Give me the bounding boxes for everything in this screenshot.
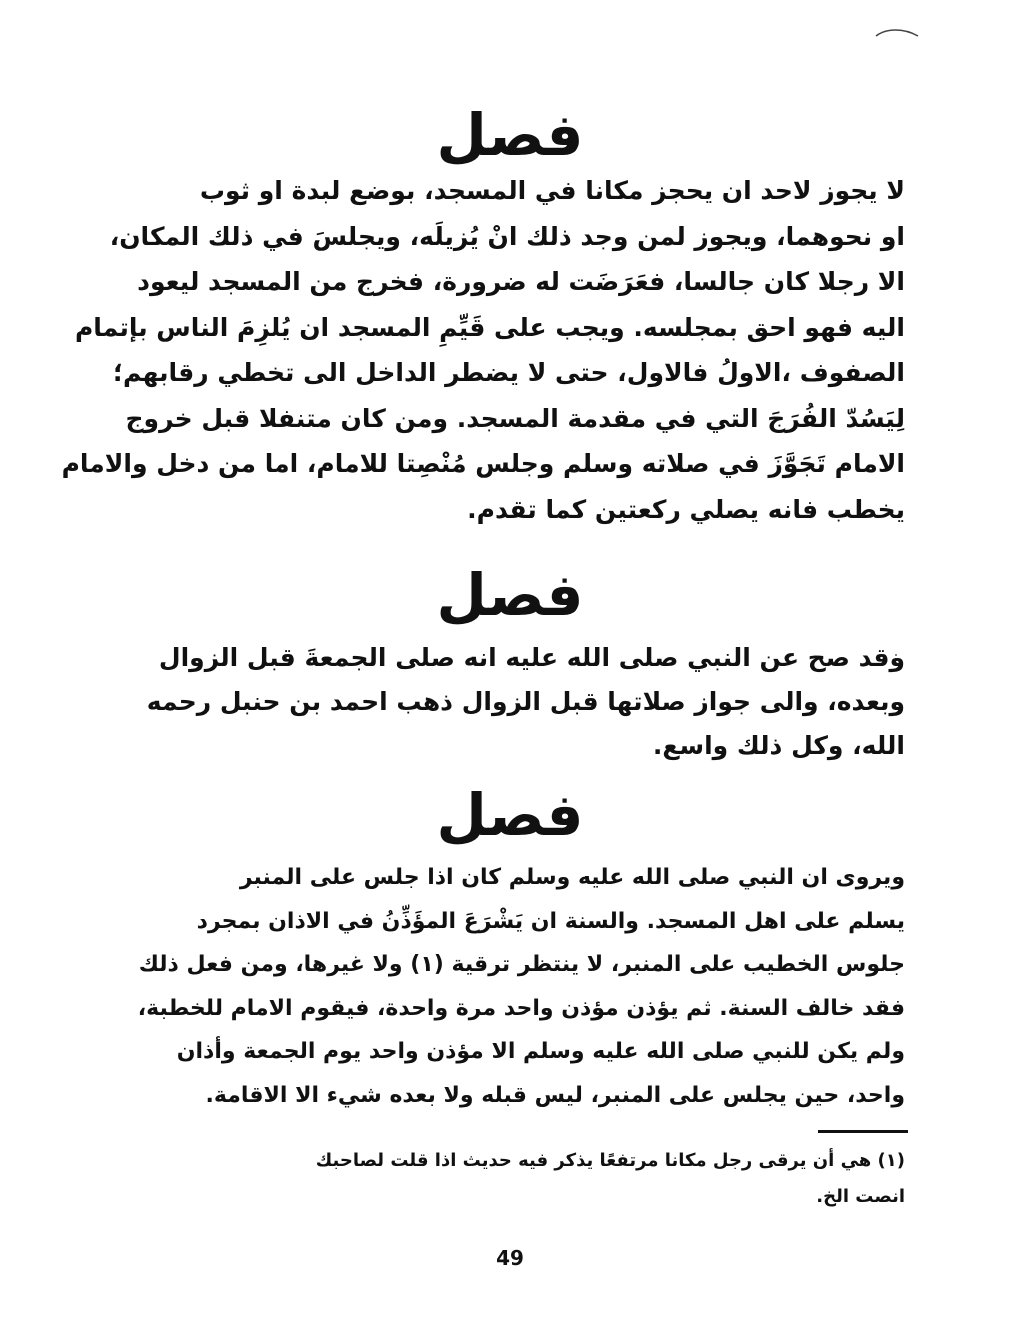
- paragraph-seat-reservation: [61, 168, 905, 532]
- section-heading-1: فصل: [436, 101, 584, 169]
- text-line: لا يجوز لاحد ان يحجز مكانا في المسجد، بوضع لبدة او ثوب: [199, 176, 905, 205]
- text-line: واحد، حين يجلس على المنبر، ليس قبله ولا بعده شيء الا الاقامة.: [205, 1082, 905, 1108]
- footnote-line: (١) هي أن يرقى رجل مكانا مرتفعًا يذكر فيه حديث اذا قلت لصاحبك: [315, 1150, 905, 1171]
- text-line: ولم يكن للنبي صلى الله عليه وسلم الا مؤذن واحد يوم الجمعة وأذان: [176, 1039, 905, 1064]
- page-number: 49: [496, 1246, 524, 1270]
- text-line: وقد صح عن النبي صلى الله عليه انه صلى الجمعةَ قبل الزوال: [158, 643, 905, 672]
- footnote-line: انصت الخ.: [816, 1186, 905, 1207]
- text-line: لِيَسُدّ الفُرَجَ التي في مقدمة المسجد. ومن كان متنفلا قبل خروج: [125, 403, 905, 433]
- text-line: الا رجلا كان جالسا، فعَرَضَت له ضرورة، فخرج من المسجد ليعود: [137, 267, 905, 296]
- paragraph-jumuah-timing: [146, 636, 905, 768]
- text-line: او نحوهما، ويجوز لمن وجد ذلك انْ يُزيلَه، ويجلسَ في ذلك المكان،: [109, 221, 905, 251]
- paragraph-adhan-sunnah: [137, 856, 905, 1117]
- text-line: يخطب فانه يصلي ركعتين كما تقدم.: [467, 494, 905, 524]
- text-line: ويروى ان النبي صلى الله عليه وسلم كان اذا جلس على المنبر: [239, 865, 905, 890]
- text-line: جلوس الخطيب على المنبر، لا ينتظر ترقية (١) ولا غيرها، ومن فعل ذلك: [138, 952, 905, 977]
- footnote: [185, 1143, 905, 1215]
- footnote-separator: [818, 1130, 908, 1133]
- text-line: يسلم على اهل المسجد. والسنة ان يَشْرَعَ المؤَذِّنُ في الاذان بمجرد: [196, 908, 905, 934]
- text-line: فقد خالف السنة. ثم يؤذن مؤذن واحد مرة واحدة، فيقوم الامام للخطبة،: [137, 995, 905, 1021]
- section-heading-2: فصل: [436, 561, 584, 629]
- text-line: الصفوف ،الاولُ فالاول، حتى لا يضطر الداخل الى تخطي رقابهم؛: [113, 358, 905, 387]
- section-heading-3: فصل: [436, 781, 584, 849]
- text-line: وبعده، والى جواز صلاتها قبل الزوال ذهب احمد بن حنبل رحمه: [146, 687, 905, 716]
- text-line: الامام تَجَوَّزَ في صلاته وسلم وجلس مُنْصِتا للامام، اما من دخل والامام: [61, 449, 905, 478]
- scan-artifact-mark: [874, 26, 920, 40]
- text-line: الله، وكل ذلك واسع.: [652, 731, 905, 760]
- text-line: اليه فهو احق بمجلسه. ويجب على قَيِّمِ المسجد ان يُلزِمَ الناس بإتمام: [74, 312, 905, 342]
